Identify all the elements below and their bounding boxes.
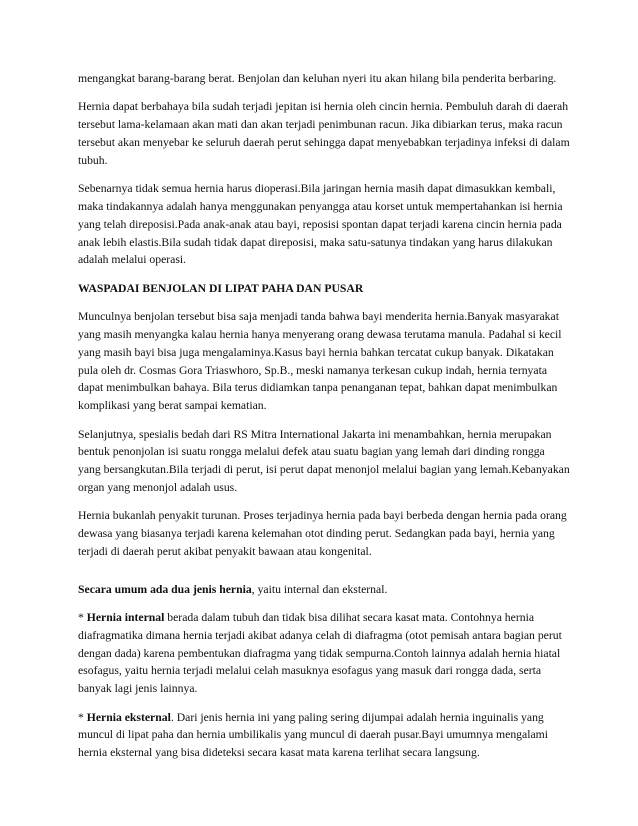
- paragraph-2: Hernia dapat berbahaya bila sudah terjadi jepitan isi hernia oleh cincin hernia. Pembuluh darah di daerah tersebut lama-kelamaan akan mati dan akan terjadi penimbunan racun. Jika dibiarkan terus, maka racun tersebut akan menyebar ke seluruh daerah perut sehingga dapat menyebabkan terjadinya infeksi di dalam tubuh.: [78, 100, 570, 167]
- document-body: [78, 70, 570, 773]
- bullet-marker: *: [78, 710, 87, 724]
- paragraph-5: Selanjutnya, spesialis bedah dari RS Mitra International Jakarta ini menambahkan, hernia merupakan bentuk penonjolan isi suatu rongga melalui defek atau suatu bagian yang lemah dari dinding rongga yang bersangkutan.Bila terjadi di perut, isi perut dapat menonjol melalui bagian yang lemah.Kebanyakan organ yang menonjol adalah usus.: [78, 427, 570, 494]
- external-hernia-term: Hernia eksternal: [86, 710, 171, 724]
- paragraph-4: Munculnya benjolan tersebut bisa saja menjadi tanda bahwa bayi menderita hernia.Banyak masyarakat yang masih menyangka kalau hernia hanya menyerang orang dewasa terutama manula. Padahal si kecil yang masih bayi bisa juga mengalaminya.Kasus bayi hernia bahkan tercatat cukup banyak. Dikatakan pula oleh dr. Cosmas Gora Triaswhoro, Sp.B., meski namanya terkesan cukup indah, hernia ternyata dapat menimbulkan bahaya. Bila terus didiamkan tanpa penanganan tepat, bahkan dapat menimbulkan komplikasi yang berat sampai kematian.: [78, 310, 562, 413]
- bullet-marker: *: [78, 611, 87, 625]
- internal-hernia-term: Hernia internal: [86, 611, 165, 625]
- paragraph-6: Hernia bukanlah penyakit turunan. Proses terjadinya hernia pada bayi berbeda dengan hernia pada orang dewasa yang biasanya terjadi karena kelemahan otot dinding perut. Sedangkan pada bayi, hernia yang terjadi di daerah perut akibat penyakit bawaan atau kongenital.: [78, 509, 567, 558]
- hernia-types-emphasis: Secara umum ada dua jenis hernia: [78, 582, 252, 596]
- paragraph-internal-hernia: [78, 609, 570, 698]
- paragraph-external-hernia: [78, 709, 570, 762]
- paragraph-1: mengangkat barang-barang berat. Benjolan dan keluhan nyeri itu akan hilang bila penderita berbaring.: [78, 72, 557, 85]
- external-hernia-text: . Dari jenis hernia ini yang paling sering dijumpai adalah hernia inguinalis yang muncul di lipat paha dan hernia umbilikalis yang muncul di daerah pusar.Bayi umumnya mengalami hernia eksternal yang bisa dideteksi secara kasat mata karena terlihat secara langsung.: [78, 710, 548, 760]
- paragraph-7: [78, 581, 570, 599]
- internal-hernia-text: berada dalam tubuh dan tidak bisa dilihat secara kasat mata. Contohnya hernia diafragmatika dimana hernia terjadi akibat adanya celah di diafragma (otot pemisah antara bagian perut dengan dada) karena pembentukan diafragma yang tidak sempurna.Contoh lainnya adalah hernia hiatal esofagus, yaitu hernia terjadi melalui celah masuknya esofagus yang masuk dari rongga dada, serta banyak lagi jenis lainnya.: [78, 611, 562, 696]
- hernia-types-rest: , yaitu internal dan eksternal.: [251, 582, 388, 596]
- section-heading: WASPADAI BENJOLAN DI LIPAT PAHA DAN PUSAR: [78, 281, 364, 295]
- paragraph-3: Sebenarnya tidak semua hernia harus dioperasi.Bila jaringan hernia masih dapat dimasukkan kembali, maka tindakannya adalah hanya menggunakan penyangga atau korset untuk mempertahankan isi hernia yang telah direposisi.Pada anak-anak atau bayi, reposisi spontan dapat terjadi karena cincin hernia pada anak lebih elastis.Bila sudah tidak dapat direposisi, maka satu-satunya tindakan yang harus dilakukan adalah melalui operasi.: [78, 182, 563, 267]
